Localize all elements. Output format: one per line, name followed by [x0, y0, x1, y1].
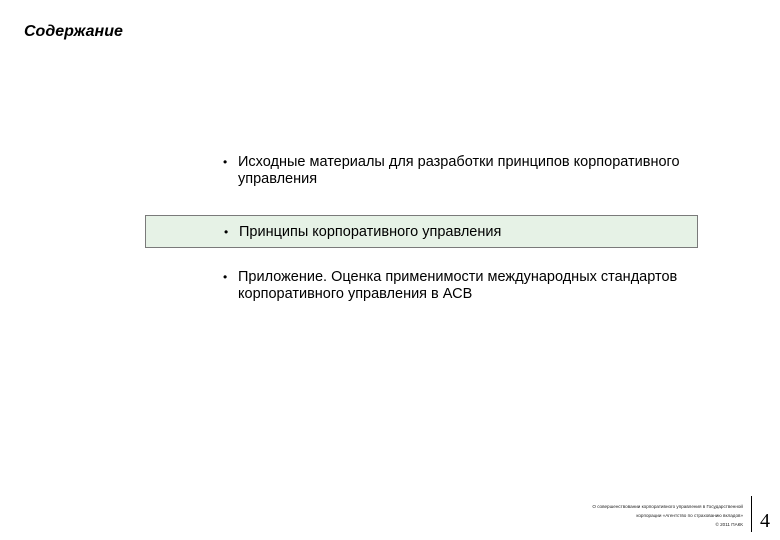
bullet-icon: •: [223, 155, 228, 169]
footer-caption: [592, 496, 752, 532]
agenda-item-label: Приложение. Оценка применимости международных стандартов корпоративного управления в АСВ: [238, 269, 678, 302]
agenda-item-principles-highlighted: [145, 215, 698, 248]
bullet-icon: •: [224, 225, 229, 239]
agenda-item-source-materials: [145, 154, 698, 188]
agenda-list: [145, 154, 698, 303]
agenda-item-label: Исходные материалы для разработки принципов корпоративного управления: [238, 154, 680, 187]
footer-line: О совершенствовании корпоративного управления в Государственной: [592, 504, 743, 509]
agenda-item-label: Принципы корпоративного управления: [239, 224, 502, 240]
page-number: 4: [760, 510, 770, 532]
footer-copyright: © 2011 ПАКК: [715, 522, 743, 527]
slide-title: Содержание: [24, 23, 123, 40]
agenda-item-appendix: [145, 269, 698, 303]
footer-line: корпорации «Агентство по страхованию вкладов»: [636, 513, 743, 518]
bullet-icon: •: [223, 270, 228, 284]
